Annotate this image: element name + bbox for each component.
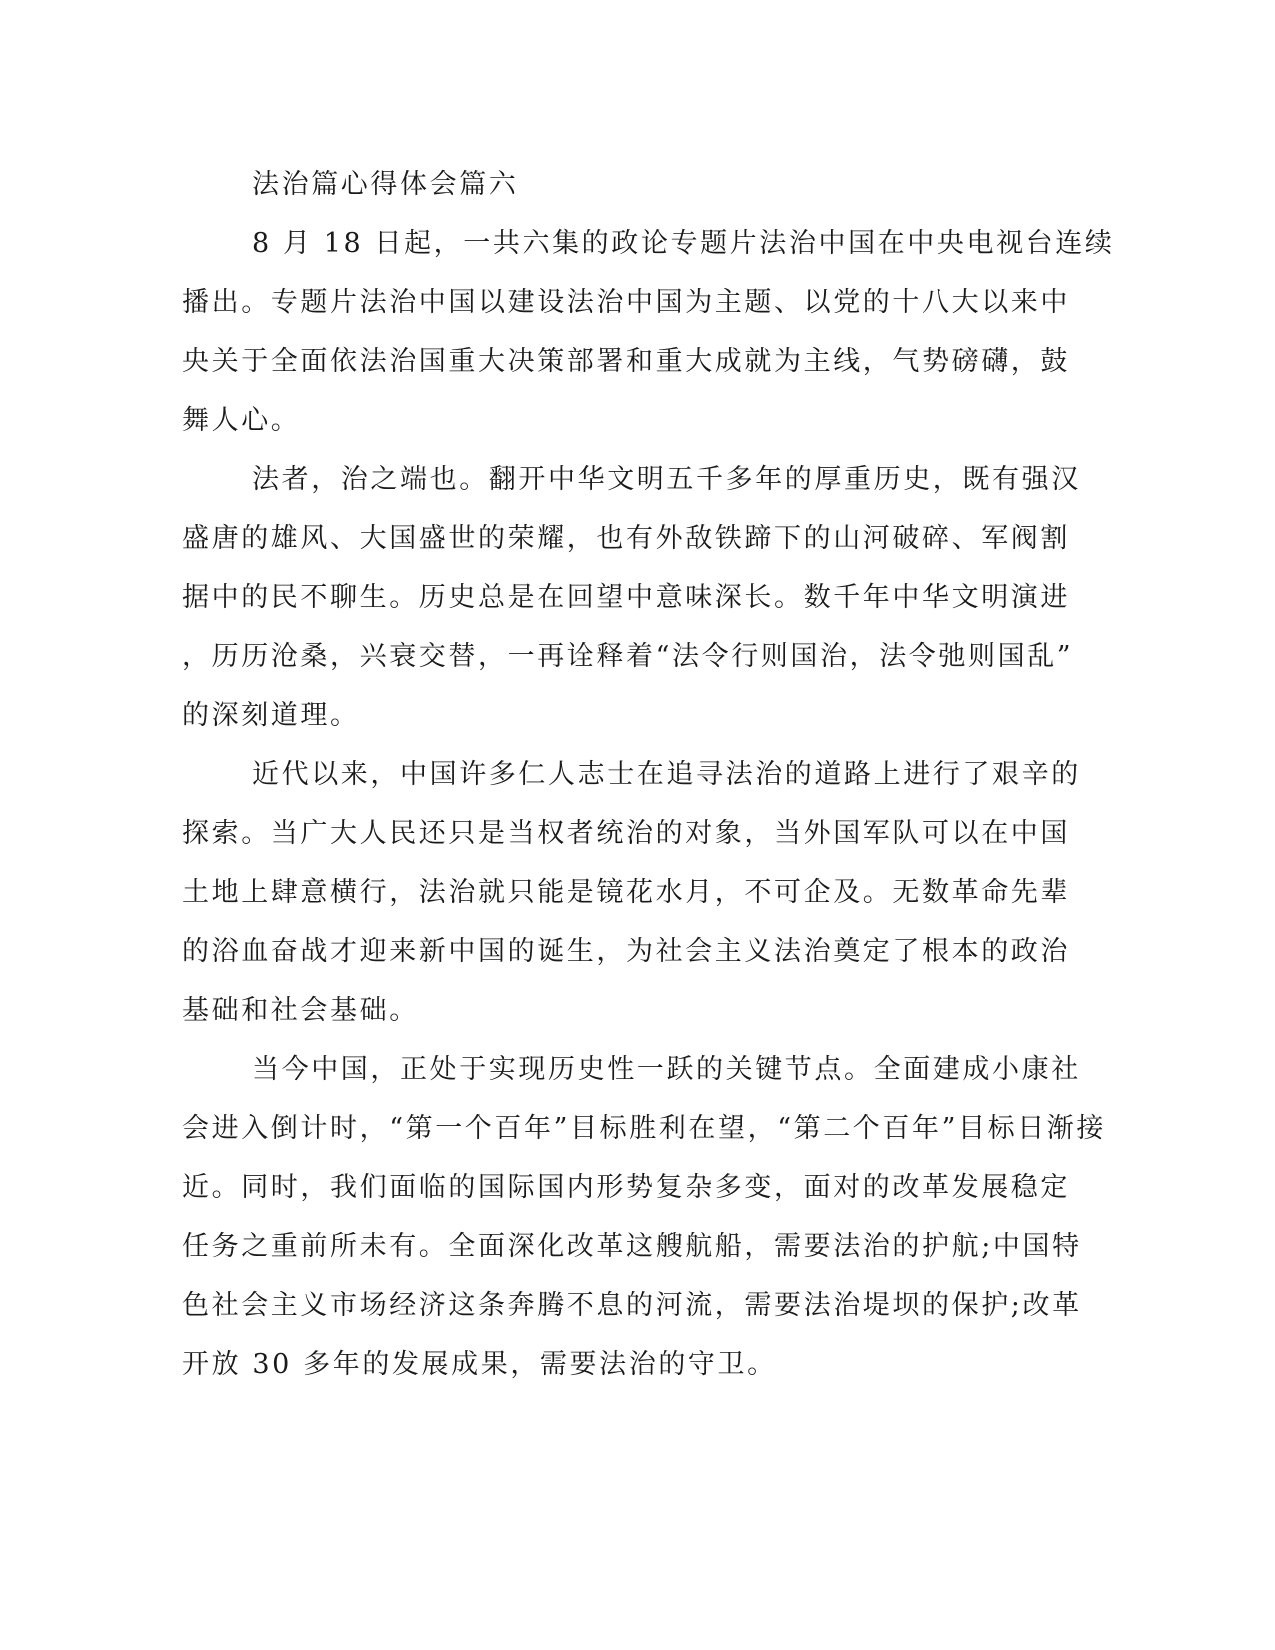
- paragraph-line: 8 月 18 日起，一共六集的政论专题片法治中国在中央电视台连续: [252, 228, 1115, 259]
- paragraph-line: 开放 30 多年的发展成果，需要法治的守卫。: [182, 1349, 777, 1380]
- paragraph-line: 会进入倒计时，“第一个百年”目标胜利在望，“第二个百年”目标日渐接: [182, 1113, 1107, 1144]
- paragraph-line: 播出。专题片法治中国以建设法治中国为主题、以党的十八大以来中: [182, 287, 1070, 318]
- paragraph-line: 任务之重前所未有。全面深化改革这艘航船，需要法治的护航;中国特: [182, 1231, 1082, 1262]
- paragraph-line: ，历历沧桑，兴衰交替，一再诠释着“法令行则国治，法令弛则国乱”: [182, 641, 1074, 672]
- paragraph-3: [182, 745, 1081, 1040]
- document-body: [182, 155, 1115, 1394]
- paragraph-line: 探索。当广大人民还只是当权者统治的对象，当外国军队可以在中国: [182, 818, 1070, 849]
- document-title: 法治篇心得体会篇六: [252, 169, 519, 200]
- paragraph-line: 据中的民不聊生。历史总是在回望中意味深长。数千年中华文明演进: [182, 582, 1070, 613]
- paragraph-4: [182, 1040, 1107, 1394]
- paragraph-line: 舞人心。: [182, 405, 301, 436]
- paragraph-line: 色社会主义市场经济这条奔腾不息的河流，需要法治堤坝的保护;改革: [182, 1290, 1082, 1321]
- paragraph-line: 土地上肆意横行，法治就只能是镜花水月，不可企及。无数革命先辈: [182, 877, 1070, 908]
- paragraph-line: 法者，治之端也。翻开中华文明五千多年的厚重历史，既有强汉: [252, 464, 1081, 495]
- paragraph-line: 近代以来，中国许多仁人志士在追寻法治的道路上进行了艰辛的: [252, 759, 1081, 790]
- paragraph-line: 的浴血奋战才迎来新中国的诞生，为社会主义法治奠定了根本的政治: [182, 936, 1070, 967]
- paragraph-2: [182, 450, 1081, 745]
- paragraph-line: 央关于全面依法治国重大决策部署和重大成就为主线，气势磅礴，鼓: [182, 346, 1070, 377]
- paragraph-line: 基础和社会基础。: [182, 995, 419, 1026]
- paragraph-line: 当今中国，正处于实现历史性一跃的关键节点。全面建成小康社: [252, 1054, 1081, 1085]
- paragraph-line: 近。同时，我们面临的国际国内形势复杂多变，面对的改革发展稳定: [182, 1172, 1070, 1203]
- paragraph-line: 的深刻道理。: [182, 700, 360, 731]
- paragraph-1: [182, 214, 1115, 450]
- paragraph-line: 盛唐的雄风、大国盛世的荣耀，也有外敌铁蹄下的山河破碎、军阀割: [182, 523, 1070, 554]
